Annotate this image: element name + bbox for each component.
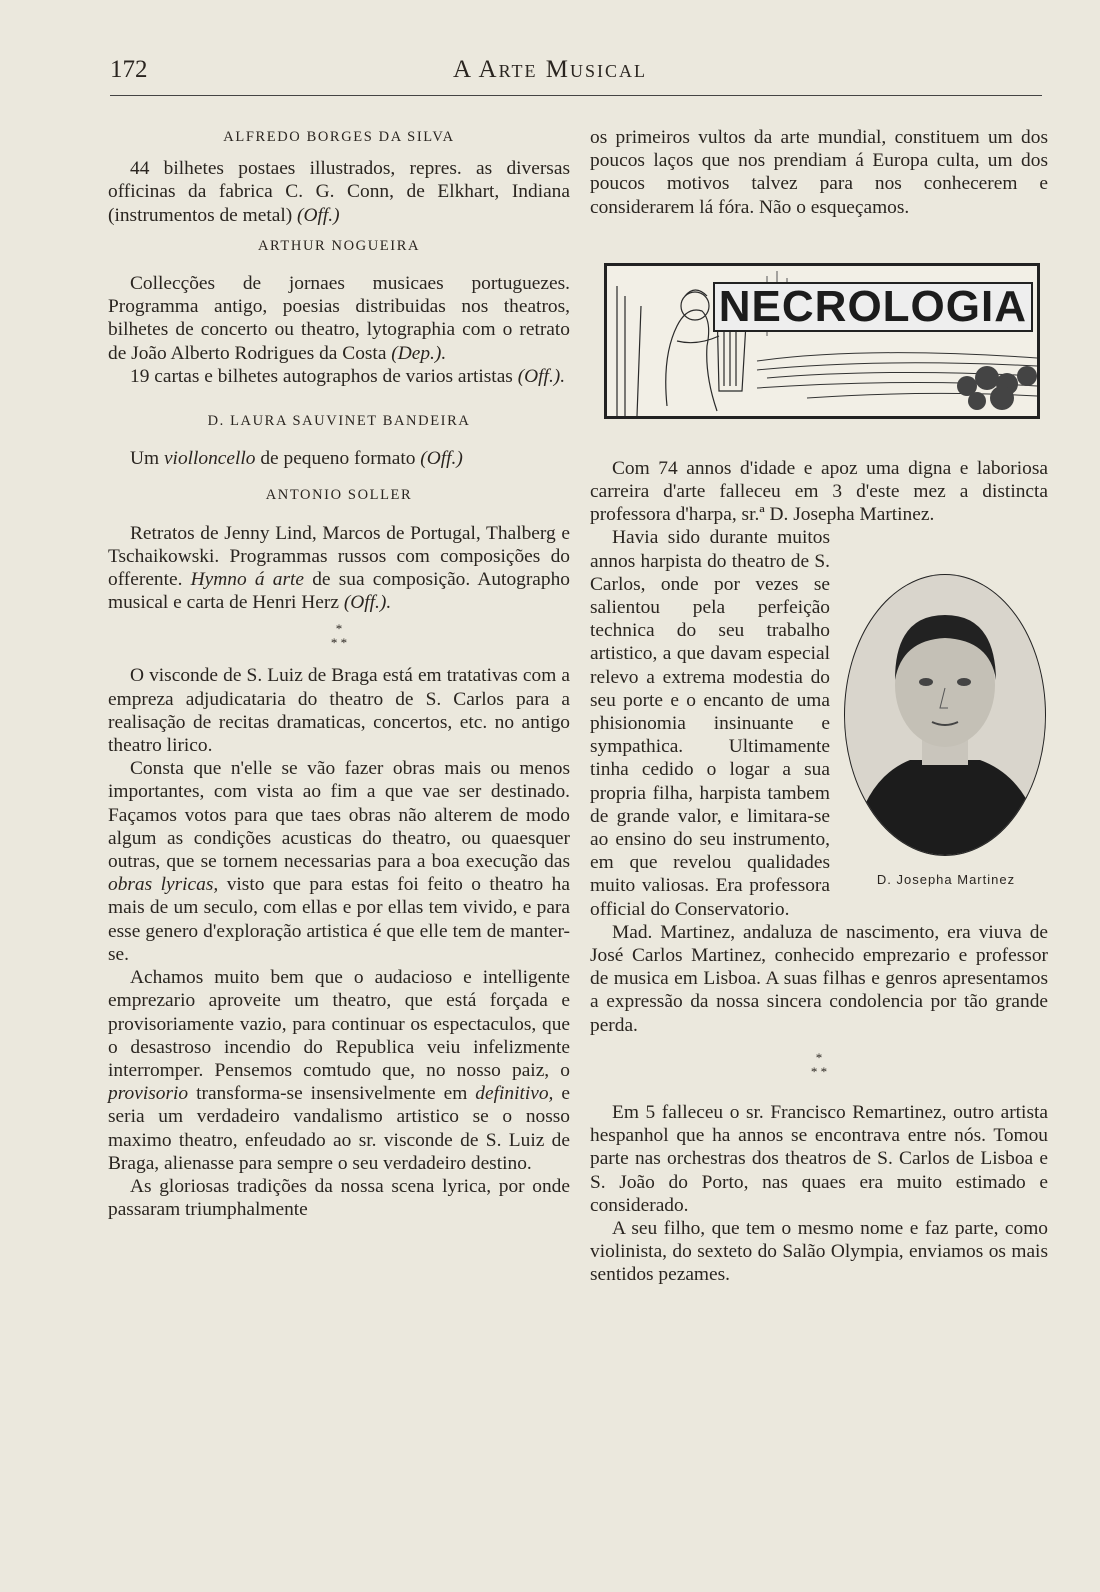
article-paragraph: O visconde de S. Luiz de Braga está em tratativas com a empreza adjudicataria do theatro de S. Carlos para a realisação de recitas dramaticas, concertos, etc. no antigo theatro lirico.	[108, 665, 570, 757]
page-number: 172	[110, 56, 148, 83]
necrology-heading: NECROLOGIA	[713, 282, 1033, 332]
donor-entry: 44 bilhetes postaes illustrados, repres. as diversas officinas da fabrica C. G. Conn, de Elkhart, Indiana (instrumentos de metal) (Off.)	[108, 158, 570, 226]
article-paragraph: Mad. Martinez, andaluza de nascimento, era viuva de José Carlos Martinez, conhecido emprezario e professor de musica em Lisboa. A suas filhas e genros apresentamos a expressão da nossa sincera condolencia por tão grande perda.	[590, 921, 1048, 1036]
portrait-caption: D. Josepha Martinez	[876, 872, 1016, 888]
article-paragraph: Achamos muito bem que o audacioso e intelligente emprezario aproveite um theatro, que está forçada e provisoriamente vazio, para continuar os espectaculos, que o desastroso incendio do Republica veiu infelizmente interromper. Pensemos comtudo que, no nosso paiz, o provisorio transforma-se insensivelmente em definitivo, e seria um verdadeiro vandalismo artistico se o nosso maximo theatro, enfeudado ao sr. visconde de S. Luiz de Braga, alienasse para sempre o seu verdadeiro destino.	[108, 967, 570, 1174]
donor-entry: Collecções de jornaes musicaes portuguezes. Programma antigo, poesias distribuidas nos theatros, bilhetes de concerto ou theatro, lytographia com o retrato de João Alberto Rodrigues da Costa (Dep.).	[108, 273, 570, 364]
article-paragraph: Com 74 annos d'idade e apoz uma digna e laboriosa carreira d'arte falleceu em 3 d'este mez a distincta professora d'harpa, sr.ª D. Josepha Martinez.	[590, 457, 1048, 526]
right-column	[590, 126, 1048, 1287]
necrology-banner	[604, 263, 1040, 419]
article-paragraph: Havia sido durante muitos annos harpista do theatro de S. Carlos, onde por vezes se salientou pela perfeição technica do seu trabalho artistico, a que davam especial relevo a extrema modestia do seu porte e o encanto de uma phisionomia insinuante e sympathica. Ultimamente tinha cedido o logar a sua propria filha, harpista tambem de grande valor, e limitara-se ao ensino do seu instrumento, em que revelou qualidades muito valiosas. Era professora official do Conservatorio.	[590, 527, 830, 920]
left-column	[108, 126, 570, 1221]
portrait-image	[840, 570, 1050, 860]
article-paragraph: os primeiros vultos da arte mundial, constituem um dos poucos laços que nos prendiam á Europa culta, um dos poucos motivos talvez para nos conhecerem e considerarem lá fóra. Não o esqueçamos.	[590, 127, 1048, 218]
portrait-figure	[840, 570, 1052, 891]
article-paragraph: Consta que n'elle se vão fazer obras mais ou menos importantes, com vista ao fim a que vae ser destinado. Façamos votos para que taes obras não alterem de modo algum as condições acusticas do theatro, ou quaesquer outras, que se tornem necessarias para a boa execução das obras lyricas, visto que para estas foi feito o theatro ha mais de um seculo, com ellas e por ellas tem vivido, e para esse genero d'exploração artistica é que elle tem de manter-se.	[108, 758, 570, 965]
header-rule	[110, 95, 1042, 96]
page-title: A Arte Musical	[453, 56, 647, 83]
asterism: * * *	[810, 1049, 828, 1079]
donor-name: ANTONIO SOLLER	[265, 487, 413, 504]
donor-entry: 19 cartas e bilhetes autographos de varios artistas (Off.).	[130, 365, 566, 387]
donor-name: D. LAURA SAUVINET BANDEIRA	[207, 413, 471, 430]
donor-entry: Um violloncello de pequeno formato (Off.)	[130, 448, 463, 470]
asterism: * * *	[330, 621, 348, 651]
article-paragraph: As gloriosas tradições da nossa scena lyrica, por onde passaram triumphalmente	[108, 1175, 570, 1221]
donor-entry: Retratos de Jenny Lind, Marcos de Portugal, Thalberg e Tschaikowski. Programmas russos com composições do offerente. Hymno á arte de sua composição. Autographo musical e carta de Henri Herz (Off.).	[108, 522, 570, 614]
donor-name: ALFREDO BORGES DA SILVA	[223, 129, 455, 145]
donor-name: ARTHUR NOGUEIRA	[257, 237, 421, 254]
article-paragraph: Em 5 falleceu o sr. Francisco Remartinez, outro artista hespanhol que ha annos se encontrava entre nós. Tomou parte nas orchestras dos theatros de S. Carlos de Lisboa e S. João do Porto, nas quaes era muito estimado e considerado.	[590, 1101, 1048, 1216]
article-paragraph: A seu filho, que tem o mesmo nome e faz parte, como violinista, do sexteto do Salão Olympia, enviamos os mais sentidos pezames.	[590, 1217, 1048, 1286]
